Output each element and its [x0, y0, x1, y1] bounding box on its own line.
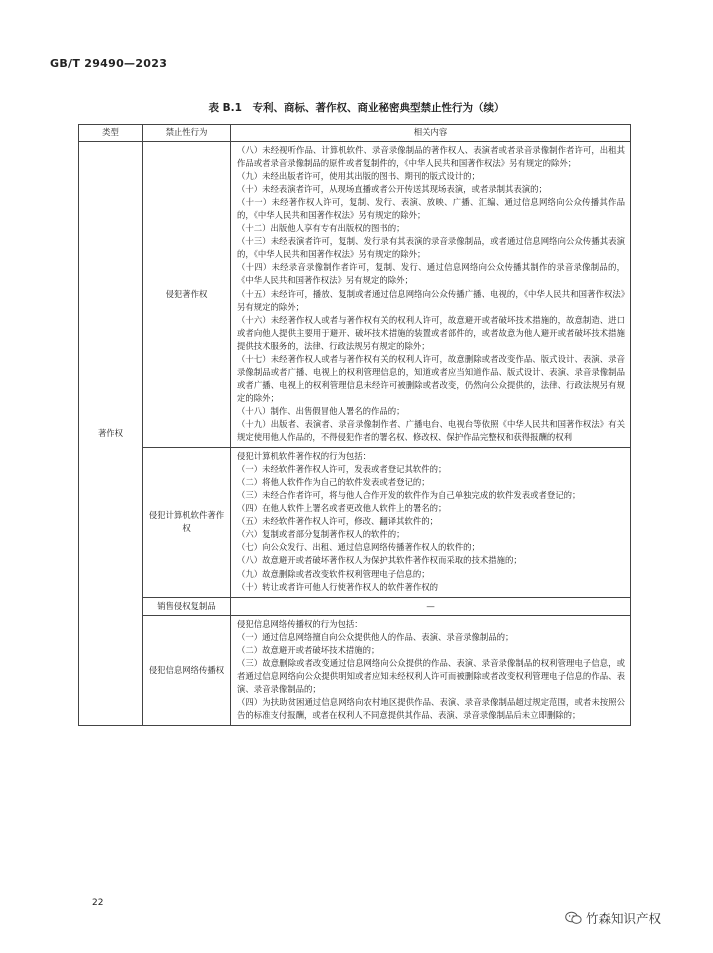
content-cell [231, 615, 631, 725]
behavior-cell: 销售侵权复制品 [143, 597, 231, 615]
table-row [79, 142, 631, 448]
content-line: （八）故意避开或者破坏著作权人为保护其软件著作权而采取的技术措施的； [237, 555, 522, 566]
content-line: （一）通过信息网络擅自向公众提供他人的作品、表演、录音录像制品的； [237, 631, 514, 642]
content-cell: — [231, 597, 631, 615]
content-line: （八）未经视听作品、计算机软件、录音录像制品的著作权人、表演者或者录音录像制作者许可，出租其作品或者录音录像制品的原件或者复制件的，《中华人民共和国著作权法》另有规定的除外； [237, 145, 625, 169]
header-behavior: 禁止性行为 [143, 125, 231, 142]
content-line: （十三）未经表演者许可，复制、发行录有其表演的录音录像制品，或者通过信息网络向公众传播其表演的，《中华人民共和国著作权法》另有规定的除外； [237, 236, 625, 260]
content-line: 侵犯计算机软件著作权的行为包括： [237, 451, 371, 462]
behavior-cell: 侵犯著作权 [143, 142, 231, 448]
content-line: （七）向公众发行、出租、通过信息网络传播著作权人的软件的； [237, 542, 480, 553]
content-cell [231, 448, 631, 598]
content-line: （三）未经合作者许可，将与他人合作开发的软件作为自己单独完成的软件发表或者登记的； [237, 490, 581, 501]
content-line: （十八）制作、出售假冒他人署名的作品的； [237, 405, 405, 416]
content-cell [231, 142, 631, 448]
content-line: （十六）未经著作权人或者与著作权有关的权利人许可，故意避开或者破坏技术措施的，故意制造、进口或者向他人提供主要用于避开、破坏技术措施的装置或者部件的，或者故意为他人避开或者破坏技术措施提供技术服务的，法律、行政法规另有规定的除外； [237, 314, 625, 351]
content-line: （九）未经出版者许可，使用其出版的图书、期刊的版式设计的； [237, 171, 480, 182]
watermark-text: 竹森知识产权 [586, 911, 662, 926]
content-line: （十二）出版他人享有专有出版权的图书的； [237, 223, 405, 234]
content-line: （一）未经软件著作权人许可，发表或者登记其软件的； [237, 464, 447, 475]
content-line: （二）故意避开或者破坏技术措施的； [237, 644, 380, 655]
content-line: （四）在他人软件上署名或者更改他人软件上的署名的； [237, 503, 447, 514]
watermark [565, 909, 661, 927]
page-number: 22 [92, 898, 104, 908]
content-line: （四）为扶助贫困通过信息网络向农村地区提供作品、表演、录音录像制品超过规定范围，或者未按照公告的标准支付报酬，或者在权利人不同意提供其作品、表演、录音录像制品后未立即删除的； [237, 696, 625, 720]
content-line: （五）未经软件著作权人许可，修改、翻译其软件的； [237, 516, 438, 527]
content-line: （十）转让或者许可他人行使著作权人的软件著作权的 [237, 581, 438, 592]
content-line: （二）将他人软件作为自己的软件发表或者登记的； [237, 477, 430, 488]
table-header-row [79, 125, 631, 142]
behavior-cell: 侵犯信息网络传播权 [143, 615, 231, 725]
content-line: （六）复制或者部分复制著作权人的软件的； [237, 529, 405, 540]
table-row [79, 615, 631, 725]
content-line: 侵犯信息网络传播权的行为包括： [237, 618, 363, 629]
content-line: （十九）出版者、表演者、录音录像制作者、广播电台、电视台等依照《中华人民共和国著作权法》有关规定使用他人作品的，不得侵犯作者的署名权、修改权、保护作品完整权和获得报酬的权利 [237, 418, 625, 443]
table-caption: 表 B.1 专利、商标、著作权、商业秘密典型禁止性行为（续） [208, 102, 505, 114]
content-line: （十五）未经许可，播放、复制或者通过信息网络向公众传播广播、电视的，《中华人民共和国著作权法》另有规定的除外； [237, 288, 625, 312]
content-line: （十七）未经著作权人或者与著作权有关的权利人许可，故意删除或者改变作品、版式设计、表演、录音录像制品或者广播、电视上的权利管理信息的，知道或者应当知道作品、版式设计、表演、录音录像制品或者广播、电视上的权利管理信息未经许可被删除或者改变，仍然向公众提供的，法律、行政法规另有规定的除外； [237, 353, 625, 403]
content-line: （九）故意删除或者改变软件权利管理电子信息的； [237, 568, 430, 579]
category-cell: 著作权 [79, 142, 143, 726]
table-row [79, 597, 631, 615]
content-line: （十四）未经录音录像制作者许可，复制、发行、通过信息网络向公众传播其制作的录音录像制品的，《中华人民共和国著作权法》另有规定的除外； [237, 262, 625, 286]
behavior-cell: 侵犯计算机软件著作权 [143, 448, 231, 598]
header-content: 相关内容 [231, 125, 631, 142]
content-line: （三）故意删除或者改变通过信息网络向公众提供的作品、表演、录音录像制品的权利管理电子信息，或者通过信息网络向公众提供明知或者应知未经权利人许可而被删除或者改变权利管理电子信息的作品、表演、录音录像制品的； [237, 657, 625, 694]
header-type: 类型 [79, 125, 143, 142]
prohibited-behaviors-table [78, 124, 631, 726]
content-line: （十）未经表演者许可，从现场直播或者公开传送其现场表演，或者录制其表演的； [237, 184, 547, 195]
content-line: （十一）未经著作权人许可，复制、发行、表演、放映、广播、汇编、通过信息网络向公众传播其作品的，《中华人民共和国著作权法》另有规定的除外； [237, 197, 625, 221]
wechat-icon [565, 911, 582, 925]
standard-number: GB/T 29490—2023 [50, 57, 168, 70]
table-row [79, 448, 631, 598]
